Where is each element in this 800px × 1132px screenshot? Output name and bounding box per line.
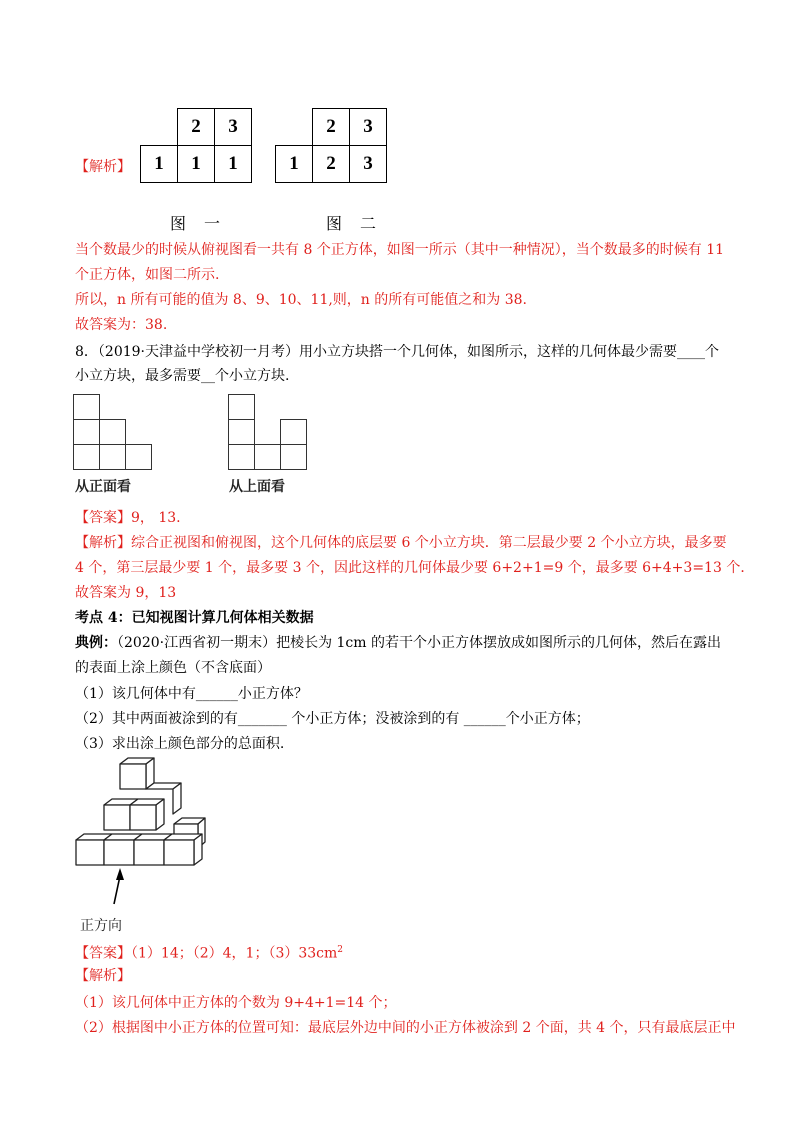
solution-line-2: （2）根据图中小正方体的位置可知：最底层外边中间的小正方体被涂到 2 个面，共 4 个，只有最底层正中 bbox=[75, 1020, 736, 1036]
direction-label: 正方向 bbox=[80, 918, 122, 934]
view-cell bbox=[280, 419, 307, 445]
grid1-cell: 3 bbox=[214, 108, 252, 146]
caption-figure-1: 图一 bbox=[170, 214, 239, 233]
caption-figure-2: 图二 bbox=[326, 214, 395, 233]
answer-label: 【答案】 bbox=[75, 510, 131, 526]
jiexi-8-line-1 bbox=[75, 533, 727, 553]
grid1-cell: 2 bbox=[177, 108, 215, 146]
sub-question-1: （1）该几何体中有______小正方体？ bbox=[75, 686, 308, 702]
grid1-cell: 1 bbox=[140, 145, 178, 183]
jiexi-label: 【解析】 bbox=[75, 535, 131, 551]
jiexi-8-line-2: 4 个，第三层最少要 1 个，最多要 3 个，因此这样的几何体最少要 6+2+1=9 个，最多要 6+4+3=13 个． bbox=[75, 560, 755, 576]
solution-line-1: （1）该几何体中正方体的个数为 9+4+1=14 个； bbox=[75, 995, 397, 1011]
answer-superscript: 2 bbox=[337, 945, 344, 955]
view-cell bbox=[73, 444, 100, 470]
answer-value: （1）14；（2）4，1；（3）33cm bbox=[131, 945, 338, 962]
dianli-line-2: 的表面上涂上颜色（不含底面） bbox=[75, 660, 271, 676]
grid2-cell: 2 bbox=[312, 145, 350, 183]
view-cell bbox=[99, 419, 126, 445]
question-8-line-2: 小立方块，最多需要__个小立方块. bbox=[75, 368, 290, 384]
explanation-line-2: 个正方体，如图二所示. bbox=[75, 267, 220, 283]
view-cell bbox=[254, 444, 281, 470]
top-view-label: 从上面看 bbox=[229, 479, 285, 495]
view-cell bbox=[228, 394, 255, 420]
jiexi-label-bottom: 【解析】 bbox=[75, 968, 131, 984]
dianli-text-a: （2020·江西省初一期末）把棱长为 1cm 的若干个小正方体摆放成如图所示的几何体，然后在露出 bbox=[117, 635, 722, 651]
explanation-line-4: 故答案为：38. bbox=[75, 317, 168, 333]
view-cell bbox=[125, 444, 152, 470]
kaodian-4-heading: 考点 4：已知视图计算几何体相关数据 bbox=[75, 610, 314, 626]
view-cell bbox=[280, 444, 307, 470]
answer-label: 【答案】 bbox=[75, 945, 131, 962]
grid2-cell: 3 bbox=[349, 145, 387, 183]
dianli-label: 典例： bbox=[75, 635, 117, 651]
jiexi-label-top: 【解析】 bbox=[75, 159, 131, 175]
dianli-line-1 bbox=[75, 633, 721, 653]
grid1-cell: 1 bbox=[214, 145, 252, 183]
answer-block bbox=[75, 940, 343, 964]
front-view-label: 从正面看 bbox=[75, 479, 131, 495]
grid2-cell: 1 bbox=[275, 145, 313, 183]
grid1-cell: 1 bbox=[177, 145, 215, 183]
answer-8 bbox=[75, 508, 181, 528]
sub-question-2: （2）其中两面被涂到的有_______ 个小正方体；没被涂到的有 ______个小正方体； bbox=[75, 711, 590, 727]
jiexi-8-line-3: 故答案为 9，13 bbox=[75, 585, 177, 601]
sub-question-3: （3）求出涂上颜色部分的总面积. bbox=[75, 736, 285, 752]
grid2-cell: 2 bbox=[312, 108, 350, 146]
explanation-line-3: 所以，n 所有可能的值为 8、9、10、11,则，n 的所有可能值之和为 38. bbox=[75, 292, 527, 308]
cube-stack-figure bbox=[70, 756, 210, 936]
answer-8-value: 9， 13. bbox=[131, 510, 181, 526]
view-cell bbox=[73, 419, 100, 445]
view-cell bbox=[228, 444, 255, 470]
view-cell bbox=[73, 394, 100, 420]
jiexi-8-text-a: 综合正视图和俯视图，这个几何体的底层要 6 个小立方块．第二层最少要 2 个小立方块，最多要 bbox=[131, 535, 727, 551]
question-8-line-1: 8．（2019·天津益中学校初一月考）用小立方块搭一个几何体，如图所示，这样的几何体最少需要____个 bbox=[75, 344, 719, 360]
view-cell bbox=[99, 444, 126, 470]
view-cell bbox=[228, 419, 255, 445]
explanation-line-1: 当个数最少的时候从俯视图看一共有 8 个正方体，如图一所示（其中一种情况），当个数最多的时候有 11 bbox=[75, 242, 725, 258]
grid2-cell: 3 bbox=[349, 108, 387, 146]
